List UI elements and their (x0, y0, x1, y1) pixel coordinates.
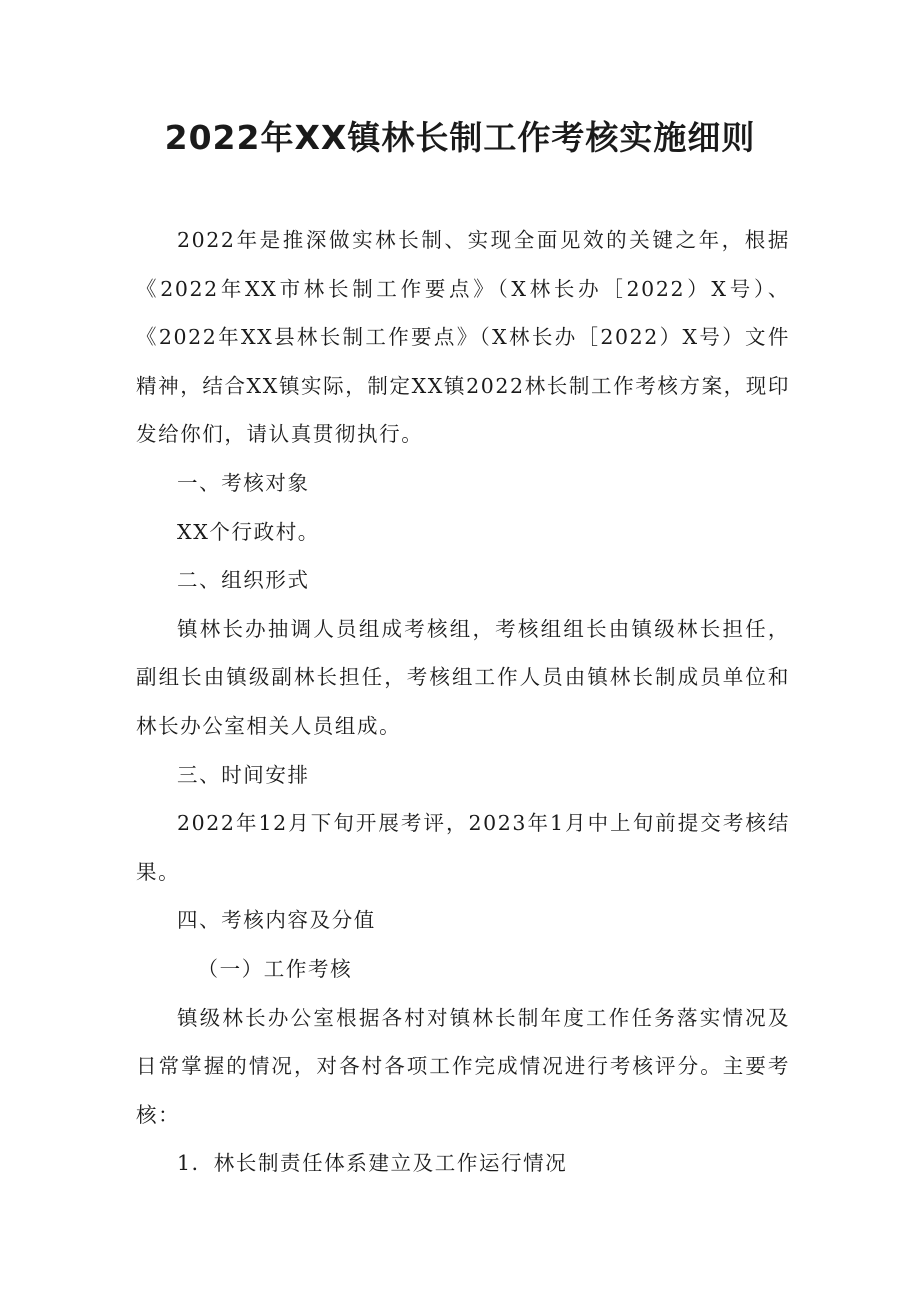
subsection-heading-work-assessment: （一）工作考核 (197, 956, 353, 981)
section-heading-organization: 二、组织形式 (177, 568, 310, 593)
section-heading-assessment-target: 一、考核对象 (177, 470, 310, 495)
assessment-target-text: XX个行政村。 (177, 519, 320, 544)
section-heading-content-and-scores: 四、考核内容及分值 (177, 908, 376, 933)
document-title: 2022年XX镇林长制工作考核实施细则 (164, 118, 756, 157)
organization-paragraph: 镇林长办抽调人员组成考核组，考核组组长由镇级林长担任，副组长由镇级副林长担任，考核组工作人员由镇林长制成员单位和林长办公室相关人员组成。 (136, 616, 790, 738)
document-body (136, 216, 790, 1188)
numbered-item-1: 1．林长制责任体系建立及工作运行情况 (177, 1151, 568, 1176)
intro-paragraph: 2022年是推深做实林长制、实现全面见效的关键之年，根据《2022年XX市林长制工作要点》（X林长办［2022）X号）、《2022年XX县林长制工作要点》（X林长办［2022）X号）文件精神，结合XX镇实际，制定XX镇2022林长制工作考核方案，现印发给你们，请认真贯彻执行。 (136, 228, 790, 447)
section-heading-schedule: 三、时间安排 (177, 762, 310, 787)
work-assessment-paragraph: 镇级林长办公室根据各村对镇林长制年度工作任务落实情况及日常掌握的情况，对各村各项工作完成情况进行考核评分。主要考核： (136, 1005, 790, 1127)
schedule-paragraph: 2022年12月下旬开展考评，2023年1月中上旬前提交考核结果。 (136, 811, 790, 884)
